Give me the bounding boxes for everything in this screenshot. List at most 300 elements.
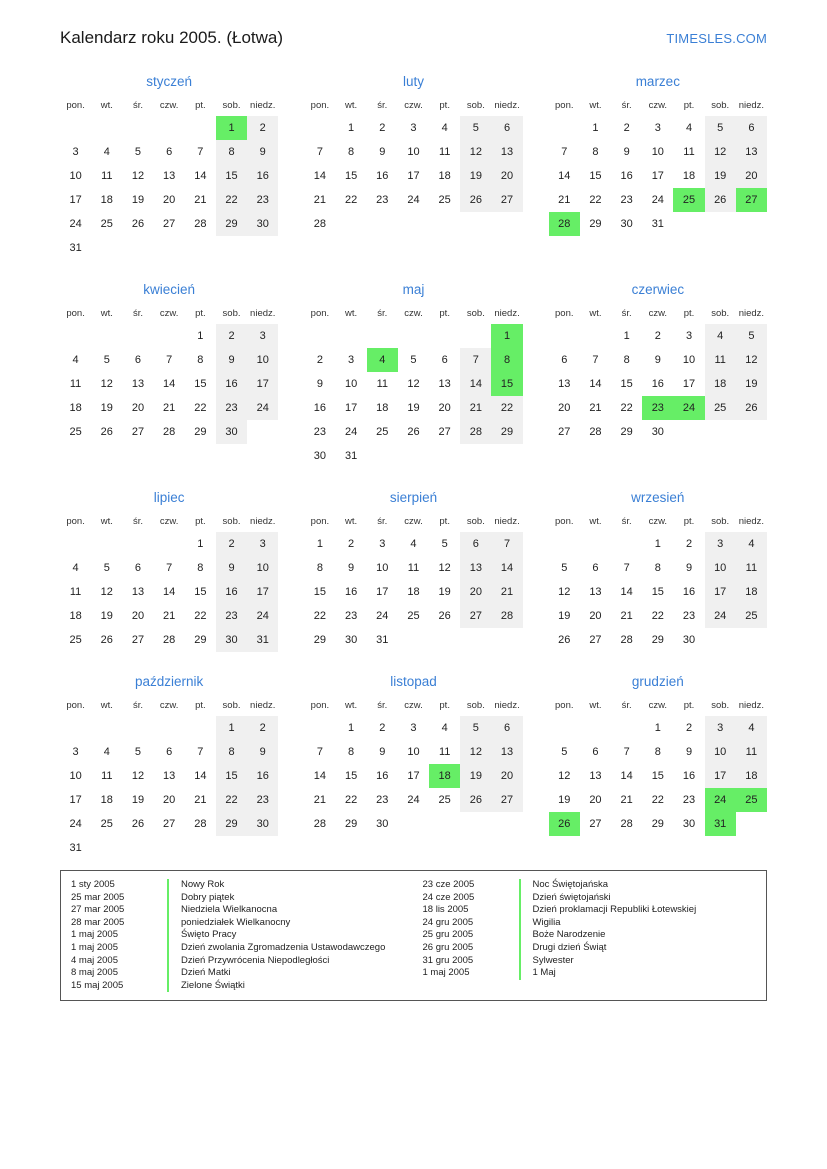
- day-cell: [122, 348, 153, 372]
- day-cell: [611, 628, 642, 652]
- legend-date: 31 gru 2005: [422, 954, 474, 966]
- day-cell: [460, 532, 491, 556]
- day-cell: [460, 740, 491, 764]
- day-number: 31: [714, 818, 727, 830]
- week-row: [549, 812, 767, 836]
- day-number: 2: [685, 538, 693, 550]
- day-number: 13: [500, 146, 514, 158]
- week-row: [60, 628, 278, 652]
- day-number: 14: [163, 378, 176, 390]
- day-cell: [304, 444, 335, 468]
- day-number: 13: [131, 586, 145, 598]
- day-cell: [247, 812, 278, 836]
- day-number: 26: [469, 794, 482, 806]
- day-cell: [673, 764, 704, 788]
- day-cell-empty: [549, 116, 580, 140]
- day-cell: [122, 372, 153, 396]
- day-cell-empty: [154, 836, 185, 860]
- day-number: 10: [256, 562, 269, 574]
- legend-date: 25 mar 2005: [71, 891, 125, 903]
- week-row: [60, 812, 278, 836]
- day-number: 5: [561, 562, 568, 574]
- day-cell: [304, 556, 335, 580]
- day-cell: [611, 348, 642, 372]
- day-number: 28: [313, 818, 327, 830]
- day-cell: [367, 556, 398, 580]
- week-row: [304, 348, 522, 372]
- day-cell-empty: [429, 212, 460, 236]
- day-number: 24: [682, 402, 696, 414]
- day-cell: [549, 604, 580, 628]
- weekday-header: niedz.: [738, 516, 765, 527]
- day-number: 16: [225, 378, 238, 390]
- day-cell: [580, 740, 611, 764]
- day-number: 2: [259, 122, 266, 134]
- month-block: [60, 674, 278, 860]
- day-number: 2: [348, 538, 355, 550]
- week-row: [60, 324, 278, 348]
- day-number: 22: [313, 610, 327, 622]
- day-number: 7: [166, 354, 173, 366]
- day-cell: [247, 324, 278, 348]
- day-cell: [122, 396, 153, 420]
- day-number: 23: [344, 610, 358, 622]
- weekday-header: pon.: [555, 700, 574, 711]
- day-cell: [736, 348, 767, 372]
- day-number: 1: [348, 722, 355, 734]
- day-cell-empty: [367, 324, 398, 348]
- day-cell-holiday: [673, 188, 704, 212]
- day-cell: [491, 396, 522, 420]
- day-number: 6: [441, 354, 448, 366]
- day-cell: [367, 740, 398, 764]
- legend-holiday-name: Wigilia: [532, 916, 561, 928]
- legend-holiday-name: Dobry piątek: [181, 891, 235, 903]
- day-cell: [185, 788, 216, 812]
- legend-item: [71, 980, 405, 993]
- weekday-header: czw.: [404, 308, 423, 319]
- day-cell: [154, 556, 185, 580]
- day-cell-empty: [429, 324, 460, 348]
- day-number: 11: [745, 562, 758, 574]
- weekday-header: śr.: [132, 700, 143, 711]
- day-number: 2: [654, 330, 661, 342]
- weekday-header: wt.: [100, 516, 113, 527]
- day-number: 5: [103, 354, 110, 366]
- day-number: 6: [134, 354, 142, 366]
- day-cell: [491, 740, 522, 764]
- day-cell: [580, 764, 611, 788]
- day-cell: [185, 604, 216, 628]
- week-row: [60, 764, 278, 788]
- weekday-header: wt.: [345, 308, 358, 319]
- day-cell: [429, 556, 460, 580]
- legend-color-marker: [519, 879, 527, 892]
- day-cell: [549, 740, 580, 764]
- day-cell: [247, 164, 278, 188]
- day-number: 12: [745, 354, 758, 366]
- day-cell: [398, 188, 429, 212]
- day-number: 1: [197, 538, 204, 550]
- day-number: 12: [100, 378, 113, 390]
- day-cell: [367, 532, 398, 556]
- day-number: 5: [561, 746, 568, 758]
- day-cell: [398, 140, 429, 164]
- day-cell: [216, 212, 247, 236]
- day-number: 13: [500, 746, 514, 758]
- day-number: 11: [745, 746, 758, 758]
- day-number: 28: [620, 818, 633, 830]
- day-number: 25: [714, 402, 727, 414]
- day-number: 17: [407, 770, 420, 782]
- week-row: [60, 788, 278, 812]
- day-number: 3: [410, 722, 417, 734]
- weekday-header: pon.: [310, 700, 330, 711]
- day-cell: [216, 604, 247, 628]
- day-cell: [216, 812, 247, 836]
- day-cell: [429, 396, 460, 420]
- day-cell: [549, 420, 580, 444]
- week-row: [304, 604, 522, 628]
- month-table: [549, 305, 767, 444]
- day-cell: [367, 812, 398, 836]
- legend-holiday-name: Noc Świętojańska: [532, 879, 609, 890]
- day-number: 28: [194, 218, 207, 230]
- day-cell: [705, 556, 736, 580]
- month-title: listopad: [390, 674, 437, 689]
- day-number: 18: [745, 586, 758, 598]
- months-grid: [60, 74, 767, 860]
- day-cell: [154, 788, 185, 812]
- legend-item: [423, 929, 757, 942]
- day-cell: [216, 764, 247, 788]
- day-cell: [736, 324, 767, 348]
- day-number: 21: [163, 610, 176, 622]
- day-number: 14: [589, 378, 602, 390]
- week-row: [549, 580, 767, 604]
- month-block: [549, 282, 767, 468]
- legend-item: [423, 892, 757, 905]
- day-cell: [216, 324, 247, 348]
- day-number: 6: [472, 538, 479, 550]
- weekday-header: wt.: [345, 100, 358, 111]
- day-number: 30: [313, 450, 327, 462]
- day-number: 13: [163, 770, 176, 782]
- day-cell-empty: [122, 324, 153, 348]
- weekday-header: śr.: [132, 516, 143, 527]
- day-cell: [91, 740, 122, 764]
- weekday-header-row: [549, 513, 767, 532]
- day-cell: [429, 188, 460, 212]
- day-number: 17: [651, 170, 664, 182]
- day-cell: [580, 788, 611, 812]
- day-number: 28: [163, 634, 176, 646]
- week-row: [549, 140, 767, 164]
- day-cell: [216, 556, 247, 580]
- day-number: 28: [194, 818, 207, 830]
- day-cell: [367, 628, 398, 652]
- day-cell-empty: [216, 236, 247, 260]
- legend-color-marker: [519, 967, 527, 980]
- day-cell: [91, 396, 122, 420]
- weekday-header: sob.: [711, 100, 730, 111]
- day-cell: [122, 788, 153, 812]
- weekday-header: czw.: [404, 700, 423, 711]
- day-number: 11: [407, 562, 420, 574]
- day-cell: [429, 532, 460, 556]
- day-number: 25: [682, 194, 696, 206]
- week-row: [60, 556, 278, 580]
- day-cell: [642, 140, 673, 164]
- day-number: 4: [379, 354, 386, 366]
- day-cell: [736, 716, 767, 740]
- day-cell-empty: [154, 532, 185, 556]
- day-number: 27: [163, 218, 176, 230]
- month-table: [304, 97, 522, 236]
- day-number: 2: [316, 354, 323, 366]
- legend-date: 27 mar 2005: [71, 904, 125, 916]
- legend-holiday-name: Zielone Świątki: [181, 979, 245, 991]
- day-number: 10: [714, 562, 727, 574]
- week-row: [60, 740, 278, 764]
- day-number: 16: [225, 586, 238, 598]
- week-row: [60, 188, 278, 212]
- day-number: 25: [100, 818, 113, 830]
- day-number: 8: [228, 146, 235, 158]
- day-cell: [398, 532, 429, 556]
- day-cell-empty: [549, 532, 580, 556]
- day-cell: [216, 716, 247, 740]
- day-cell: [91, 788, 122, 812]
- day-cell-empty: [491, 212, 522, 236]
- day-cell: [673, 140, 704, 164]
- weekday-header: pon.: [555, 516, 574, 527]
- legend-color-marker: [519, 904, 527, 917]
- day-number: 11: [101, 170, 113, 182]
- day-cell: [580, 556, 611, 580]
- day-number: 1: [228, 122, 235, 134]
- week-row: [549, 556, 767, 580]
- day-cell-empty: [580, 324, 611, 348]
- day-number: 17: [407, 170, 420, 182]
- day-number: 27: [438, 426, 451, 438]
- weekday-header: pon.: [555, 308, 574, 319]
- day-number: 9: [623, 146, 630, 158]
- day-cell: [673, 628, 704, 652]
- day-cell: [642, 420, 673, 444]
- day-number: 9: [654, 354, 661, 366]
- day-cell: [549, 396, 580, 420]
- day-number: 26: [100, 426, 113, 438]
- day-number: 30: [225, 634, 238, 646]
- weekday-header-row: [549, 97, 767, 116]
- day-cell: [705, 140, 736, 164]
- legend-holiday-name: Dzień Matki: [181, 967, 231, 979]
- day-cell: [705, 188, 736, 212]
- day-cell: [367, 396, 398, 420]
- weekday-header: pon.: [310, 100, 330, 111]
- day-number: 2: [259, 722, 266, 734]
- day-cell: [460, 604, 491, 628]
- day-number: 23: [225, 610, 238, 622]
- legend-date: 1 sty 2005: [71, 879, 115, 890]
- day-cell: [336, 188, 367, 212]
- week-row: [304, 212, 522, 236]
- weekday-header: czw.: [648, 308, 668, 319]
- day-cell: [216, 140, 247, 164]
- legend-item: [71, 942, 405, 955]
- day-cell: [247, 580, 278, 604]
- day-cell: [216, 420, 247, 444]
- weekday-header: śr.: [621, 100, 632, 111]
- day-cell: [580, 188, 611, 212]
- day-cell-empty: [460, 812, 491, 836]
- week-row: [549, 188, 767, 212]
- day-cell: [122, 580, 153, 604]
- day-cell: [154, 628, 185, 652]
- legend-item: [71, 879, 405, 892]
- day-cell: [398, 116, 429, 140]
- day-number: 10: [651, 146, 664, 158]
- day-cell-empty: [398, 812, 429, 836]
- day-cell: [398, 788, 429, 812]
- day-number: 12: [469, 146, 482, 158]
- weekday-header: pon.: [66, 308, 85, 319]
- day-cell-empty: [705, 628, 736, 652]
- weekday-header: sob.: [222, 516, 241, 527]
- day-cell-empty: [122, 116, 153, 140]
- day-number: 5: [441, 538, 448, 550]
- legend-date: 1 maj 2005: [71, 941, 119, 953]
- day-number: 3: [685, 330, 693, 342]
- day-cell-empty: [398, 628, 429, 652]
- day-number: 7: [623, 562, 630, 574]
- day-number: 12: [558, 770, 571, 782]
- weekday-header: sob.: [222, 308, 241, 319]
- weekday-header: niedz.: [494, 516, 520, 527]
- day-number: 20: [745, 170, 758, 182]
- day-cell: [611, 396, 642, 420]
- day-number: 2: [228, 538, 235, 550]
- day-cell: [460, 788, 491, 812]
- day-cell: [705, 716, 736, 740]
- day-cell: [491, 532, 522, 556]
- day-number: 9: [259, 746, 266, 758]
- day-number: 16: [682, 770, 696, 782]
- day-cell: [580, 396, 611, 420]
- day-cell: [611, 740, 642, 764]
- day-cell: [673, 532, 704, 556]
- day-number: 13: [469, 562, 482, 574]
- day-number: 21: [313, 794, 327, 806]
- day-cell-empty: [398, 444, 429, 468]
- day-number: 10: [344, 378, 358, 390]
- weekday-header: wt.: [589, 516, 602, 527]
- day-number: 10: [714, 746, 727, 758]
- day-cell: [154, 140, 185, 164]
- day-number: 16: [651, 378, 664, 390]
- day-number: 18: [69, 402, 82, 414]
- day-number: 22: [620, 402, 633, 414]
- week-row: [304, 764, 522, 788]
- day-number: 30: [651, 426, 664, 438]
- day-cell: [642, 604, 673, 628]
- day-cell: [580, 372, 611, 396]
- weekday-header: sob.: [222, 700, 241, 711]
- day-cell: [247, 716, 278, 740]
- day-cell: [122, 212, 153, 236]
- brand-link[interactable]: TIMESLES.COM: [666, 31, 767, 46]
- day-cell: [460, 396, 491, 420]
- day-number: 30: [256, 818, 269, 830]
- day-cell: [491, 420, 522, 444]
- day-number: 29: [313, 634, 327, 646]
- day-cell: [398, 348, 429, 372]
- day-number: 25: [745, 610, 758, 622]
- weekday-header: czw.: [404, 100, 423, 111]
- day-cell: [549, 788, 580, 812]
- weekday-header: niedz.: [738, 100, 765, 111]
- day-number: 8: [348, 746, 355, 758]
- day-number: 19: [438, 586, 451, 598]
- legend-holiday-name: Dzień proklamacji Republiki Łotewskiej: [532, 904, 697, 916]
- day-cell: [705, 164, 736, 188]
- day-cell: [611, 580, 642, 604]
- week-row: [549, 420, 767, 444]
- day-cell-empty: [185, 836, 216, 860]
- weekday-header: pon.: [66, 100, 85, 111]
- weekday-header: sob.: [222, 100, 241, 111]
- day-cell: [611, 212, 642, 236]
- day-cell-holiday: [673, 396, 704, 420]
- day-number: 23: [651, 402, 664, 414]
- day-cell: [185, 164, 216, 188]
- week-row: [549, 532, 767, 556]
- day-cell: [336, 532, 367, 556]
- day-cell: [336, 812, 367, 836]
- week-row: [60, 532, 278, 556]
- day-number: 26: [558, 634, 571, 646]
- day-number: 11: [101, 770, 113, 782]
- day-cell: [122, 812, 153, 836]
- day-number: 15: [313, 586, 327, 598]
- legend-holiday-name: Dzień świętojański: [532, 891, 611, 903]
- day-number: 5: [410, 354, 417, 366]
- legend-date: 1 maj 2005: [422, 967, 470, 979]
- month-title: styczeń: [146, 74, 193, 89]
- day-number: 28: [163, 426, 176, 438]
- day-number: 18: [438, 770, 451, 782]
- day-cell: [154, 348, 185, 372]
- weekday-header-row: [304, 305, 522, 324]
- day-cell: [336, 396, 367, 420]
- day-cell: [398, 764, 429, 788]
- week-row: [549, 396, 767, 420]
- day-number: 28: [589, 426, 602, 438]
- day-number: 26: [714, 194, 727, 206]
- day-cell: [460, 580, 491, 604]
- day-cell-empty: [154, 324, 185, 348]
- day-cell: [154, 396, 185, 420]
- day-number: 13: [558, 378, 571, 390]
- day-cell: [549, 628, 580, 652]
- day-cell: [491, 604, 522, 628]
- day-number: 3: [259, 330, 266, 342]
- day-cell: [367, 764, 398, 788]
- day-cell: [642, 740, 673, 764]
- day-number: 22: [344, 194, 358, 206]
- day-cell-empty: [60, 116, 91, 140]
